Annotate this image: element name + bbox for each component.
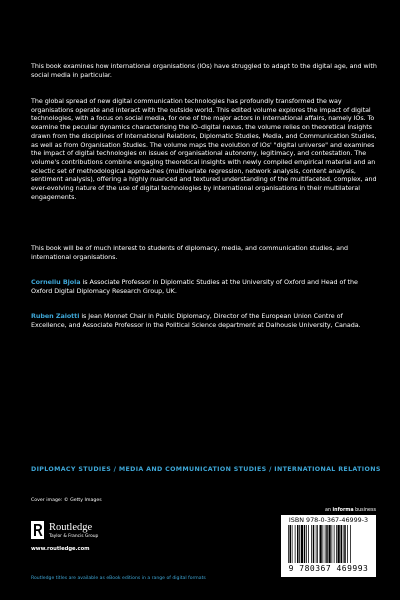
author-bio-bjola (31, 278, 379, 295)
intro-paragraph: This book examines how international organisations (IOs) have struggled to adapt to the digital age, and with social media in particular. (31, 62, 377, 79)
publisher-url: www.routledge.com (31, 546, 90, 552)
routledge-r-logo-icon (31, 521, 44, 539)
isbn-barcode-panel (281, 515, 376, 577)
author-bio-zaiotti (31, 312, 379, 329)
description-paragraph: The global spread of new digital communication technologies has profoundly transformed the way organisations operate and interact with the outside world. This edited volume explores the impact of digital technologies, with a focus on social media, for one of the major actors in international affairs, namely IOs. To examine the peculiar dynamics characterising the IO–digital nexus, the volume relies on theoretical insights drawn from the disciplines of International Relations, Diplomatic Studies, Media, and Communication Studies, as well as from Organisation Studies. The volume maps the evolution of IOs' "digital universe" and examines the impact of digital technologies on issues of organisational autonomy, legitimacy, and contestation. The volume's contributions combine engaging theoretical insights with newly compiled empirical material and an eclectic set of methodological approaches (multivariate regression, network analysis, content analysis, sentiment analysis), offering a highly nuanced and textured understanding of the multifaceted, complex, and ever-evolving nature of the use of digital technologies by international organisations in their multilateral engagements. (31, 97, 377, 201)
publisher-subtitle: Taylor & Francis Group (49, 534, 99, 539)
audience-paragraph: This book will be of much interest to students of diplomacy, media, and communication studies, and international organisations. (31, 244, 349, 261)
informa-brand: informa (332, 508, 354, 513)
isbn-label: ISBN 978-0-367-46999-3 (288, 516, 369, 524)
barcode-icon (286, 525, 374, 563)
informa-suffix: business (353, 508, 376, 513)
author-name: Corneliu Bjola (31, 278, 81, 286)
author-name: Ruben Zaiotti (31, 312, 80, 320)
subject-categories: DIPLOMACY STUDIES / MEDIA AND COMMUNICATION STUDIES / INTERNATIONAL RELATIONS (31, 466, 381, 473)
barcode-number: 9 780367 469993 (288, 564, 369, 573)
informa-prefix: an (325, 508, 333, 513)
publisher-logo (31, 521, 141, 561)
publisher-name: Routledge (49, 522, 93, 533)
author-bio-text: is Associate Professor in Diplomatic Studies at the University of Oxford and Head of the Oxford Digital Diplomacy Research Group, UK. (31, 278, 358, 295)
cover-image-credit: Cover image: © Getty Images (31, 498, 102, 503)
author-bio-text: is Jean Monnet Chair in Public Diplomacy, Director of the European Union Centre of Excellence, and Associate Professor in the Political Science department at Dalhousie University, Canada. (31, 312, 361, 329)
ebook-note: Routledge titles are available as eBook editions in a range of digital formats (31, 576, 206, 581)
informa-business-tag (283, 508, 376, 513)
